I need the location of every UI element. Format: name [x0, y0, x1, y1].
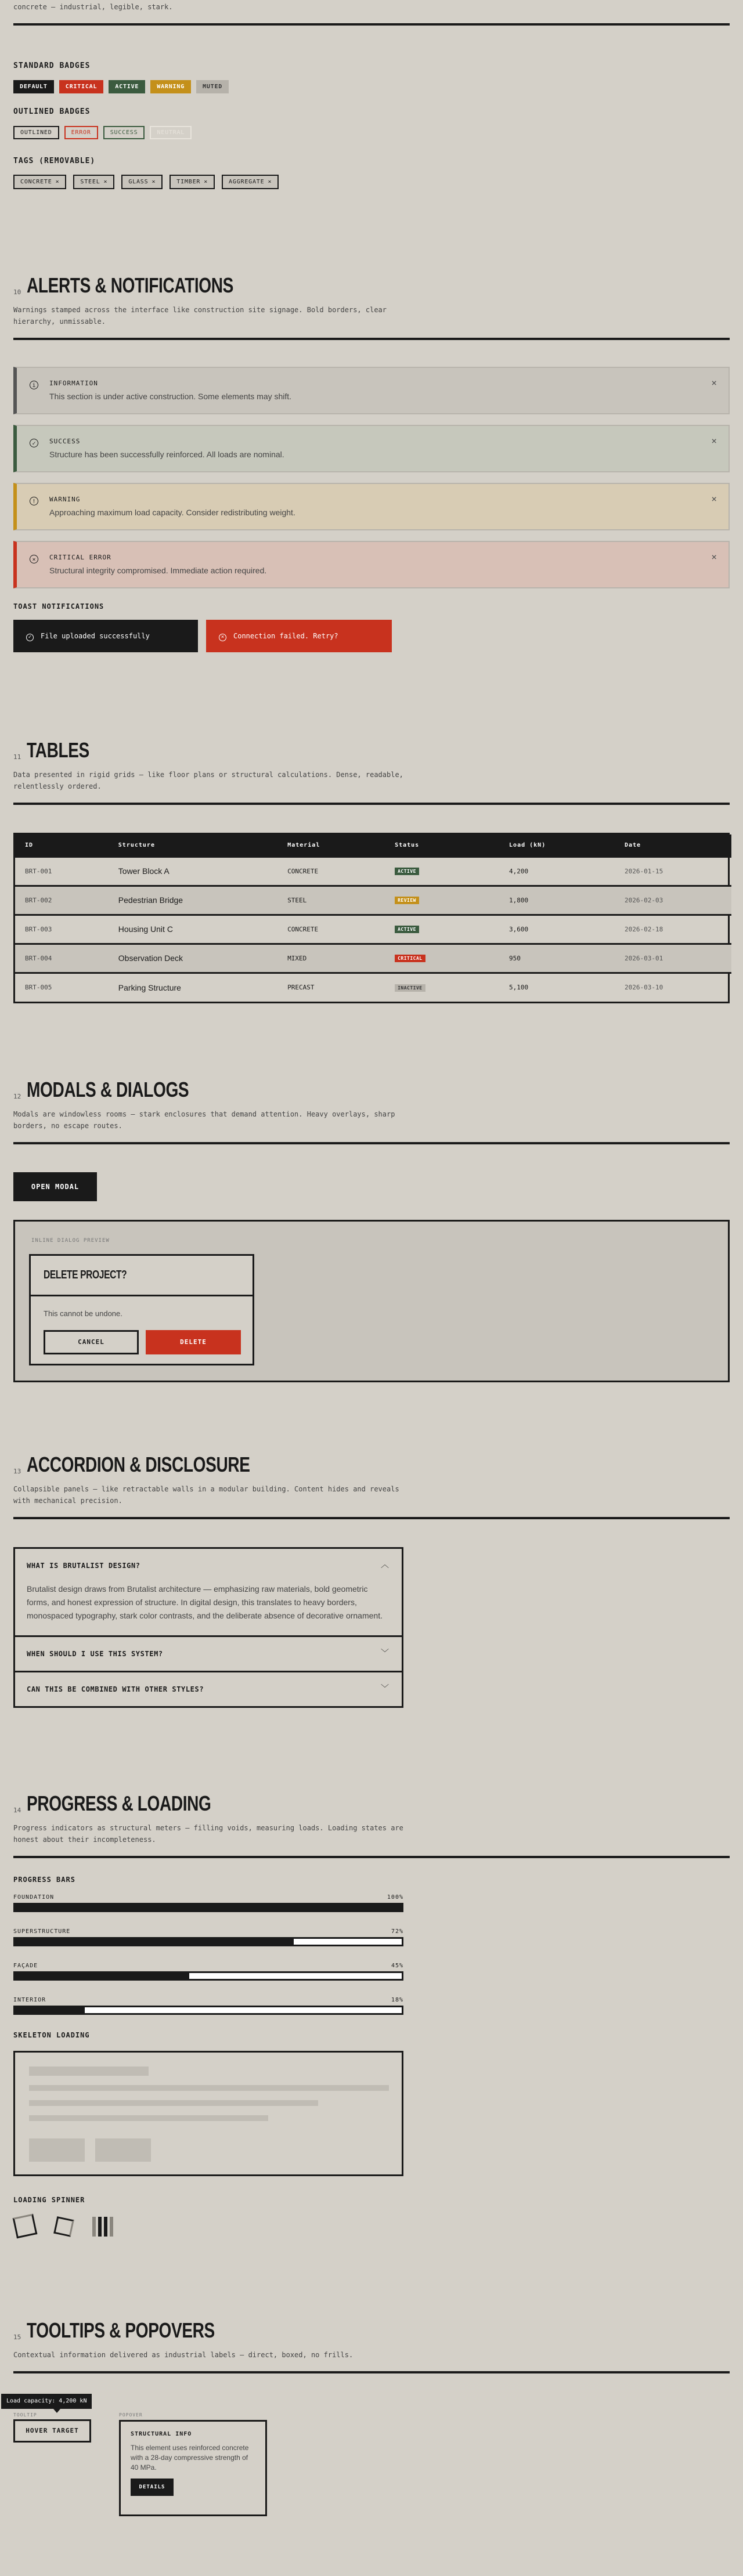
cell-structure: Parking Structure: [109, 973, 277, 1002]
dialog-title: DELETE PROJECT?: [44, 1269, 127, 1281]
hover-target-button[interactable]: HOVER TARGET: [13, 2419, 91, 2443]
toast-title: TOAST NOTIFICATIONS: [13, 602, 104, 610]
section-number: 10: [13, 288, 21, 296]
outlined-badge: NEUTRAL: [150, 126, 192, 139]
section-divider: [13, 23, 730, 26]
tag-remove-icon[interactable]: ×: [268, 179, 272, 185]
alert-icon: ✓: [30, 439, 38, 447]
alert-message: Approaching maximum load capacity. Consider redistributing weight.: [49, 508, 295, 517]
progress-label: FAÇADE: [13, 1963, 38, 1969]
cell-material: CONCRETE: [277, 857, 385, 886]
section-divider: [13, 338, 730, 340]
cell-status: [385, 944, 499, 973]
progress-percent: 18%: [391, 1997, 403, 2003]
progress-fill: [15, 1939, 294, 1945]
close-icon[interactable]: ×: [711, 551, 717, 562]
skeleton-block: [29, 2138, 85, 2162]
progress-header: [13, 1793, 730, 1814]
alert-title: CRITICAL ERROR: [49, 554, 111, 561]
progress-section: [13, 1793, 730, 2238]
section-number: 13: [13, 1468, 21, 1475]
alert-icon: ×: [30, 555, 38, 563]
section-divider: [13, 803, 730, 805]
cell-date: 2026-02-18: [615, 915, 731, 944]
alerts-header: [13, 275, 730, 296]
accordion-desc: Collapsible panels — like retractable walls in a modular building. Content hides and reveals with mechanical precision.: [13, 1485, 399, 1505]
structures-table: [13, 833, 730, 1003]
alerts-desc: Warnings stamped across the interface like construction site signage. Bold borders, clear hierarchy, unmissable.: [13, 306, 387, 326]
popover-body: This element uses reinforced concrete with a 28-day compressive strength of 40 MPa.: [131, 2444, 249, 2472]
cell-structure: Pedestrian Bridge: [109, 886, 277, 915]
cancel-button[interactable]: CANCEL: [44, 1330, 139, 1354]
status-badge: REVIEW: [395, 897, 419, 904]
alert-message: Structure has been successfully reinforced. All loads are nominal.: [49, 450, 284, 459]
status-badge: ACTIVE: [395, 868, 419, 875]
standard-badges-title: STANDARD BADGES: [13, 62, 91, 70]
tag: [121, 175, 163, 189]
accordion-item: [15, 1635, 402, 1671]
dialog-header: [31, 1256, 253, 1296]
badge-default: DEFAULT: [13, 80, 54, 93]
spinner-bars: [92, 2217, 118, 2237]
table-row[interactable]: [15, 857, 731, 886]
accordion-trigger[interactable]: WHAT IS BRUTALIST DESIGN?: [27, 1562, 140, 1570]
modals-header: [13, 1079, 730, 1100]
dialog-preview-label: INLINE DIALOG PREVIEW: [31, 1238, 110, 1244]
close-icon[interactable]: ×: [711, 377, 717, 388]
skeleton-line: [29, 2100, 318, 2106]
popover-title: STRUCTURAL INFO: [131, 2431, 192, 2437]
delete-button[interactable]: DELETE: [146, 1330, 241, 1354]
progress-label-row: [13, 1894, 403, 1901]
spinner-row: [13, 2214, 730, 2238]
spinner-square: [13, 2214, 38, 2239]
outlined-badges-row: [13, 125, 730, 139]
cell-id: BRT-004: [15, 944, 109, 973]
chevron-down-icon[interactable]: ﹀: [381, 1684, 389, 1693]
cell-id: BRT-002: [15, 886, 109, 915]
cell-load: 5,100: [499, 973, 615, 1002]
tags-title: TAGS (REMOVABLE): [13, 157, 96, 165]
progress-label: INTERIOR: [13, 1997, 46, 2003]
section-number: 14: [13, 1807, 21, 1814]
status-badge: ACTIVE: [395, 926, 419, 933]
section-number: 15: [13, 2333, 21, 2341]
tooltips-desc: Contextual information delivered as industrial labels — direct, boxed, no frills.: [13, 2351, 354, 2359]
table-header-row: [15, 834, 731, 857]
tag: [222, 175, 279, 189]
outlined-badges-title: OUTLINED BADGES: [13, 107, 91, 116]
progress-percent: 100%: [387, 1894, 403, 1901]
tables-title: TABLES: [27, 738, 90, 762]
popover-label: POPOVER: [119, 2412, 143, 2418]
tooltip-label: TOOLTIP: [13, 2412, 37, 2418]
progress-bar: [13, 1971, 403, 1981]
tooltips-header: [13, 2320, 730, 2341]
tag-remove-icon[interactable]: ×: [103, 179, 108, 185]
outlined-badge: OUTLINED: [13, 126, 59, 139]
progress-fill: [15, 2007, 85, 2013]
cell-status: [385, 886, 499, 915]
cell-status: [385, 857, 499, 886]
accordion-trigger[interactable]: WHEN SHOULD I USE THIS SYSTEM?: [27, 1650, 163, 1658]
cell-date: 2026-01-15: [615, 857, 731, 886]
progress-bar: [13, 1903, 403, 1912]
column-header: Status: [385, 834, 499, 857]
accordion: [13, 1547, 403, 1708]
tag-remove-icon[interactable]: ×: [55, 179, 60, 185]
skeleton-card: [13, 2051, 403, 2176]
skeleton-line: [29, 2066, 149, 2076]
column-header: Structure: [109, 834, 277, 857]
alert-message: Structural integrity compromised. Immediate action required.: [49, 566, 267, 575]
progress-label-row: [13, 1963, 403, 1969]
tooltip-arrow: [53, 2409, 60, 2413]
accordion-section: [13, 1454, 730, 1708]
alert: [13, 483, 730, 530]
spinner-diamond: [53, 2216, 74, 2237]
progress-label-row: [13, 1928, 403, 1935]
progress-bars: [13, 1894, 730, 2015]
modals-desc: Modals are windowless rooms — stark enclosures that demand attention. Heavy overlays, sharp borders, no escape routes.: [13, 1110, 395, 1130]
badge-muted: MUTED: [196, 80, 229, 93]
alert-title: WARNING: [49, 496, 81, 503]
chevron-down-icon[interactable]: ﹀: [381, 1649, 389, 1658]
alert-title: INFORMATION: [49, 380, 98, 387]
tooltip: Load capacity: 4,200 kN: [1, 2394, 92, 2409]
cell-load: 1,800: [499, 886, 615, 915]
progress-percent: 72%: [391, 1928, 403, 1935]
tag-label: AGGREGATE: [229, 179, 265, 185]
tables-desc: Data presented in rigid grids — like floor plans or structural calculations. Dense, readable, relentlessly ordered.: [13, 771, 403, 790]
alerts-title: ALERTS & NOTIFICATIONS: [27, 273, 234, 297]
spinner-title: LOADING SPINNER: [13, 2196, 85, 2204]
cell-status: [385, 973, 499, 1002]
tag-label: GLASS: [128, 179, 149, 185]
skeleton-line: [29, 2085, 389, 2091]
progress-bar: [13, 2006, 403, 2015]
cell-load: 950: [499, 944, 615, 973]
toast[interactable]: [206, 620, 392, 652]
dialog-preview-frame: [13, 1220, 730, 1382]
section-divider: [13, 1517, 730, 1519]
section-number: 12: [13, 1093, 21, 1100]
skeleton-line: [29, 2115, 268, 2121]
tag: [73, 175, 114, 189]
status-badge: CRITICAL: [395, 955, 425, 962]
section-number: 11: [13, 753, 21, 761]
cell-material: STEEL: [277, 886, 385, 915]
toast-message: File uploaded successfully: [41, 632, 150, 640]
accordion-title: ACCORDION & DISCLOSURE: [27, 1453, 250, 1476]
section-divider: [13, 1856, 730, 1858]
table-row[interactable]: [15, 944, 731, 973]
popover-details-button[interactable]: DETAILS: [131, 2479, 174, 2496]
badge-critical: CRITICAL: [59, 80, 104, 93]
tables-section: [13, 740, 730, 1003]
alert-title: SUCCESS: [49, 438, 81, 445]
cell-date: 2026-03-01: [615, 944, 731, 973]
progress-bars-title: PROGRESS BARS: [13, 1876, 75, 1884]
progress-bar: [13, 1937, 403, 1946]
progress-title: PROGRESS & LOADING: [27, 1791, 211, 1815]
accordion-header: [13, 1454, 730, 1475]
alerts-section: [13, 275, 730, 652]
badges-section: [13, 62, 730, 189]
chevron-up-icon[interactable]: ︿: [381, 1560, 389, 1570]
cell-status: [385, 915, 499, 944]
cell-material: PRECAST: [277, 973, 385, 1002]
progress-label-row: [13, 1997, 403, 2003]
tag-remove-icon[interactable]: ×: [152, 179, 156, 185]
cell-material: CONCRETE: [277, 915, 385, 944]
delete-dialog: [29, 1254, 254, 1365]
alert: [13, 541, 730, 588]
cell-load: 3,600: [499, 915, 615, 944]
close-icon[interactable]: ×: [711, 435, 717, 446]
progress-percent: 45%: [391, 1963, 403, 1969]
tag-label: STEEL: [80, 179, 100, 185]
alert-icon: i: [30, 381, 38, 389]
outlined-badge: SUCCESS: [103, 126, 145, 139]
column-header: Date: [615, 834, 731, 857]
alert: [13, 425, 730, 472]
section-divider: [13, 1142, 730, 1144]
open-modal-button[interactable]: OPEN MODAL: [13, 1172, 97, 1201]
standard-badges-row: [13, 80, 730, 93]
popover: [119, 2420, 267, 2516]
tooltips-title: TOOLTIPS & POPOVERS: [27, 2318, 215, 2342]
toast[interactable]: [13, 620, 198, 652]
column-header: Material: [277, 834, 385, 857]
progress-fill: [15, 1905, 402, 1910]
dialog-message: This cannot be undone.: [44, 1309, 122, 1318]
tooltips-section: [13, 2320, 730, 2373]
cell-id: BRT-003: [15, 915, 109, 944]
tables-header: [13, 740, 730, 761]
cell-structure: Observation Deck: [109, 944, 277, 973]
alert: [13, 367, 730, 414]
accordion-trigger[interactable]: CAN THIS BE COMBINED WITH OTHER STYLES?: [27, 1685, 204, 1693]
accordion-item: [15, 1547, 402, 1635]
cell-id: BRT-005: [15, 973, 109, 1002]
alert-icon: !: [30, 497, 38, 505]
table-row[interactable]: [15, 973, 731, 1002]
close-icon[interactable]: ×: [711, 493, 717, 504]
modals-title: MODALS & DIALOGS: [27, 1078, 189, 1101]
tag-label: CONCRETE: [20, 179, 52, 185]
tag-remove-icon[interactable]: ×: [204, 179, 208, 185]
toasts-row: [13, 620, 730, 652]
intro-desc: concrete — industrial, legible, stark.: [13, 3, 173, 11]
table-row[interactable]: [15, 915, 731, 944]
tags-row: [13, 175, 730, 189]
modals-section: [13, 1079, 730, 1382]
accordion-panel: Brutalist design draws from Brutalist architecture — emphasizing raw materials, bold geometric forms, and honest expression of structure. In digital design, this translates to heavy borders, monospaced typography, stark color contrasts, and the deliberate absence of decorative ornament.: [27, 1584, 383, 1620]
progress-fill: [15, 1973, 189, 1979]
toast-icon: ✓: [26, 634, 34, 641]
progress-desc: Progress indicators as structural meters — filling voids, measuring loads. Loading states are honest about their incompleteness.: [13, 1824, 403, 1844]
accordion-item: [15, 1671, 402, 1706]
tooltip-demo: [0, 2394, 743, 2568]
tag-label: TIMBER: [176, 179, 201, 185]
alerts-list: [13, 367, 730, 588]
column-header: Load (kN): [499, 834, 615, 857]
badge-warning: WARNING: [150, 80, 191, 93]
progress-label: SUPERSTRUCTURE: [13, 1928, 71, 1935]
tag: [169, 175, 215, 189]
cell-date: 2026-03-10: [615, 973, 731, 1002]
skeleton-block: [95, 2138, 151, 2162]
cell-structure: Housing Unit C: [109, 915, 277, 944]
cell-id: BRT-001: [15, 857, 109, 886]
toast-message: Connection failed. Retry?: [233, 632, 338, 640]
cell-material: MIXED: [277, 944, 385, 973]
status-badge: INACTIVE: [395, 984, 425, 992]
cell-load: 4,200: [499, 857, 615, 886]
tag: [13, 175, 66, 189]
badge-active: ACTIVE: [109, 80, 145, 93]
skeleton-title: SKELETON LOADING: [13, 2031, 90, 2039]
table-row[interactable]: [15, 886, 731, 915]
column-header: ID: [15, 834, 109, 857]
toast-icon: ×: [219, 634, 226, 641]
alert-message: This section is under active construction. Some elements may shift.: [49, 392, 292, 401]
section-divider: [13, 2371, 730, 2373]
outlined-badge: ERROR: [64, 126, 98, 139]
progress-label: FOUNDATION: [13, 1894, 55, 1901]
cell-date: 2026-02-03: [615, 886, 731, 915]
cell-structure: Tower Block A: [109, 857, 277, 886]
